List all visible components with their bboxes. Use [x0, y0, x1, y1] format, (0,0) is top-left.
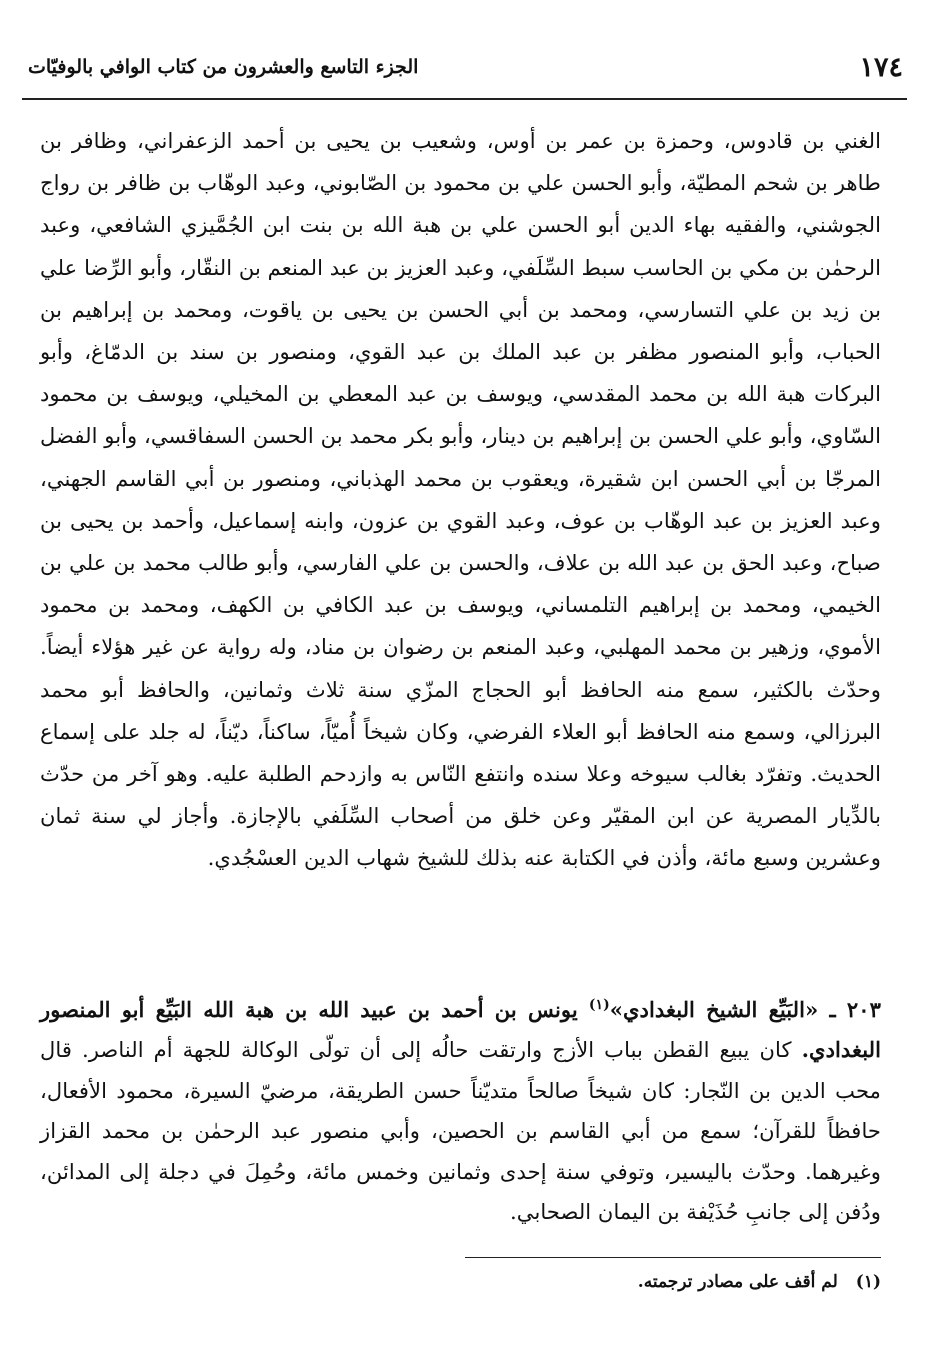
footnote-reference: (١): [588, 996, 610, 1013]
entry-text: كان يبيع القطن بباب الأزج وارتقت حالُه إلى أن تولّى الوكالة للجهة أم الناصر. قال محب الدين بن النّجار: كان شيخاً صالحاً متديّناً حسن الطريقة، مرضيّ السيرة، محمود الأفعال، حافظاً للقرآن؛ سمع من أبي القاسم بن الحصين، وأبي منصور عبد الرحمٰن بن محمد القزاز وغيرهما. وحدّث باليسير، وتوفي سنة إحدى وثمانين وخمس مائة، وحُمِلَ في دجلة إلى المدائن، ودُفن إلى جانبِ حُذَيْفة بن اليمان الصحابي.: [40, 1037, 881, 1225]
footnote-text: لم أقف على مصادر ترجمته.: [637, 1272, 838, 1292]
entry-title: «البَيِّع الشيخ البغدادي»: [609, 997, 819, 1022]
page-number: ١٧٤: [859, 52, 903, 83]
footnote: [40, 1272, 881, 1292]
entry-paragraph: [40, 990, 881, 1232]
footnote-divider: [465, 1257, 881, 1258]
biography-entry-203: [40, 990, 881, 1232]
running-title: الجزء التاسع والعشرون من كتاب الوافي بالوفيّات: [28, 56, 419, 78]
main-text: [40, 120, 881, 880]
entry-name: يونس بن أحمد بن عبيد الله بن هبة الله البَيِّع أبو المنصور البغدادي.: [40, 997, 881, 1063]
header-divider: [22, 98, 907, 100]
body-paragraph: الغني بن قادوس، وحمزة بن عمر بن أوس، وشعيب بن يحيى بن أحمد الزعفراني، وظافر بن طاهر بن شحم المطيّة، وأبو الحسن علي بن محمود بن الصّابوني، وعبد الوهّاب بن ظافر بن رواج الجوشني، والفقيه بهاء الدين أبو الحسن علي بن هبة الله بن بنت ابن الجُمَّيزي الشافعي، وعبد الرحمٰن بن مكي بن الحاسب سبط السِّلَفي، وعبد العزيز بن عبد المنعم بن النقّار، وأبو الرِّضا علي بن زيد بن علي التسارسي، ومحمد بن أبي الحسن بن يحيى بن ياقوت، ومحمد بن إبراهيم بن الحباب، وأبو المنصور مظفر بن عبد الملك بن عبد القوي، ومنصور بن سند بن الدمّاغ، وأبو البركات هبة الله بن محمد المقدسي، ويوسف بن عبد المعطي بن المخيلي، ويوسف بن محمود السّاوي، وأبو علي الحسن بن إبراهيم بن دينار، وأبو بكر محمد بن الحسن السفاقسي، وأبو الفضل المرجّا بن أبي الحسن ابن شقيرة، ويعقوب بن محمد الهذباني، ومنصور بن أبي القاسم الجهني، وعبد العزيز بن عبد الوهّاب بن عوف، وعبد القوي بن عزون، وابنه إسماعيل، وأحمد بن يحيى بن صباح، وعبد الحق بن عبد الله بن علاف، والحسن بن علي الفارسي، وأبو طالب محمد بن علي بن الخيمي، ومحمد بن إبراهيم التلمساني، ويوسف بن عبد الكافي بن الكهف، ومحمد بن محمود الأموي، وزهير بن محمد المهلبي، وعبد المنعم بن رضوان بن مناد، وله رواية عن غير هؤلاء أيضاً. وحدّث بالكثير، سمع منه الحافظ أبو الحجاج المزّي سنة ثلاث وثمانين، والحافظ أبو محمد البرزالي، وسمع منه الحافظ أبو العلاء الفرضي، وكان شيخاً أُميّاً، ساكناً، ديّناً، له جلد على إسماع الحديث. وتفرّد بغالب سيوخه وعلا سنده وانتفع النّاس به وازدحم الطلبة عليه. وهو آخر من حدّث بالدِّيار المصرية عن ابن المقيّر وعن خلق من أصحاب السِّلَفي بالإجازة. وأجاز لي سنة ثمان وعشرين وسبع مائة، وأذن في الكتابة عنه بذلك للشيخ شهاب الدين العسْجُدي.: [40, 128, 881, 871]
footnote-mark: (١): [855, 1272, 881, 1292]
page-header: [22, 52, 907, 88]
entry-number: ٢٠٣ ـ: [829, 997, 881, 1022]
